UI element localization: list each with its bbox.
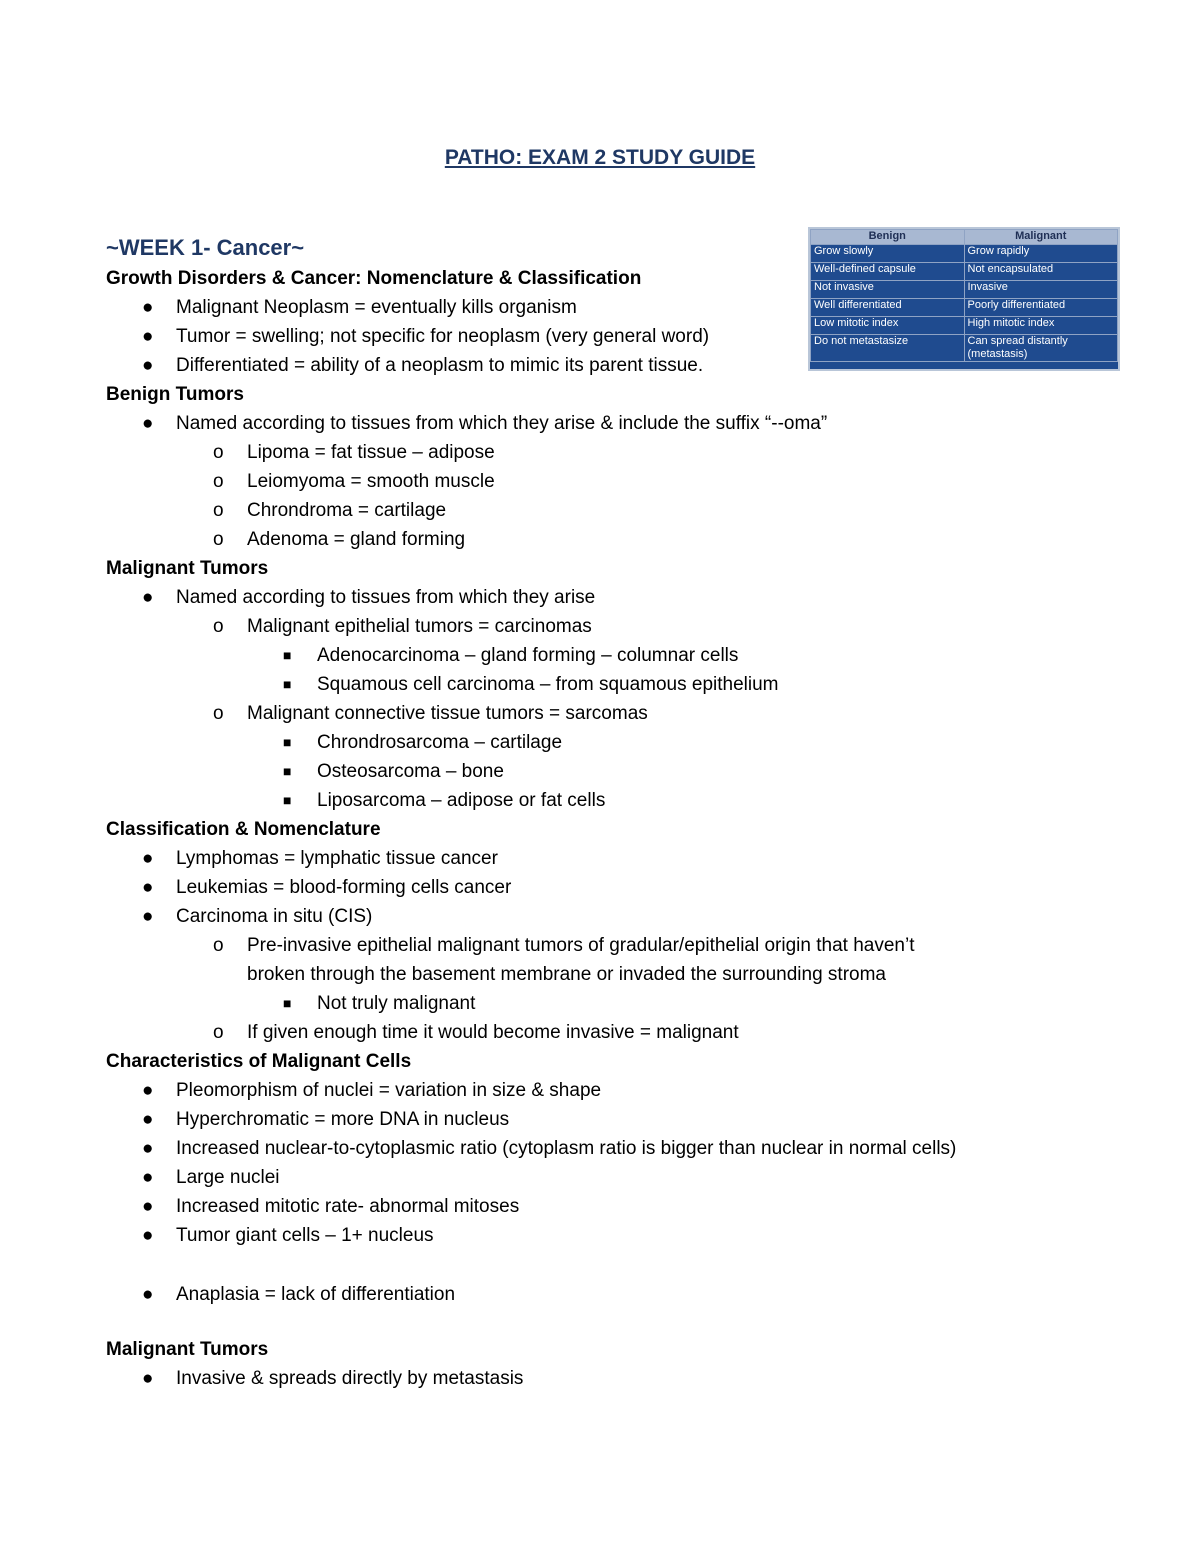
square-bullet-icon: ■	[283, 647, 292, 663]
malignant-list	[106, 583, 1166, 815]
list-item: ● Lymphomas = lymphatic tissue cancer	[106, 844, 1166, 873]
bullet-icon: ●	[142, 413, 154, 434]
characteristics-list	[106, 1076, 1166, 1250]
list-item: o If given enough time it would become invasive = malignant	[106, 1018, 1166, 1047]
list-item: o Leiomyoma = smooth muscle	[106, 467, 1166, 496]
square-bullet-icon: ■	[283, 995, 292, 1011]
list-item: ■ Liposarcoma – adipose or fat cells	[106, 786, 1166, 815]
square-bullet-icon: ■	[283, 792, 292, 808]
list-item: ● Pleomorphism of nuclei = variation in size & shape	[106, 1076, 1166, 1105]
spacer	[106, 1250, 1166, 1280]
section-heading-growth: Growth Disorders & Cancer: Nomenclature & Classification	[106, 268, 642, 289]
circle-bullet-icon: o	[213, 471, 224, 492]
bullet-icon: ●	[142, 1196, 154, 1217]
circle-bullet-icon: o	[213, 500, 224, 521]
table-cell: Grow slowly	[811, 245, 965, 263]
table-cell: Do not metastasize	[811, 335, 965, 362]
list-item: o Malignant connective tissue tumors = sarcomas	[106, 699, 1166, 728]
bullet-icon: ●	[142, 1225, 154, 1246]
bullet-icon: ●	[142, 1138, 154, 1159]
section-heading-benign: Benign Tumors	[106, 384, 244, 405]
list-item: o Malignant epithelial tumors = carcinomas	[106, 612, 1166, 641]
bullet-icon: ●	[142, 297, 154, 318]
table-cell: Not encapsulated	[964, 263, 1118, 281]
section-heading-malignant: Malignant Tumors	[106, 558, 269, 579]
list-item: o Lipoma = fat tissue – adipose	[106, 438, 1166, 467]
circle-bullet-icon: o	[213, 616, 224, 637]
list-item: ■ Not truly malignant	[106, 989, 1166, 1018]
section-heading-classification: Classification & Nomenclature	[106, 819, 381, 840]
table-cell: High mitotic index	[964, 317, 1118, 335]
section-heading-characteristics: Characteristics of Malignant Cells	[106, 1051, 412, 1072]
list-item: ● Named according to tissues from which they arise	[106, 583, 1166, 612]
table-cell: Invasive	[964, 281, 1118, 299]
list-item: ■ Osteosarcoma – bone	[106, 757, 1166, 786]
bullet-icon: ●	[142, 877, 154, 898]
bullet-icon: ●	[142, 848, 154, 869]
list-item: ● Invasive & spreads directly by metastasis	[106, 1364, 1166, 1393]
table-cell: Low mitotic index	[811, 317, 965, 335]
circle-bullet-icon: o	[213, 442, 224, 463]
list-item: o Chrondroma = cartilage	[106, 496, 1166, 525]
list-item: ● Anaplasia = lack of differentiation	[106, 1280, 1166, 1309]
page-title: PATHO: EXAM 2 STUDY GUIDE	[444, 146, 756, 169]
list-item: ● Large nuclei	[106, 1163, 1166, 1192]
square-bullet-icon: ■	[283, 763, 292, 779]
bullet-icon: ●	[142, 1167, 154, 1188]
circle-bullet-icon: o	[213, 935, 224, 956]
list-item: ● Malignant Neoplasm = eventually kills organism	[106, 293, 1166, 322]
growth-list	[106, 293, 1166, 380]
anaplasia-list	[106, 1280, 1166, 1309]
table-cell: Can spread distantly (metastasis)	[964, 335, 1118, 362]
list-item: ● Carcinoma in situ (CIS)	[106, 902, 1166, 931]
week-heading: ~WEEK 1- Cancer~	[106, 235, 305, 260]
bullet-icon: ●	[142, 906, 154, 927]
list-item: ■ Squamous cell carcinoma – from squamous epithelium	[106, 670, 1166, 699]
list-item: ● Increased mitotic rate- abnormal mitoses	[106, 1192, 1166, 1221]
list-item: ● Differentiated = ability of a neoplasm to mimic its parent tissue.	[106, 351, 1166, 380]
benign-list	[106, 409, 1166, 554]
list-item: ● Increased nuclear-to-cytoplasmic ratio (cytoplasm ratio is bigger than nuclear in normal cells)	[106, 1134, 1166, 1163]
bullet-icon: ●	[142, 326, 154, 347]
document-body	[106, 232, 1166, 1393]
list-item: ■ Chrondrosarcoma – cartilage	[106, 728, 1166, 757]
list-item: o Pre-invasive epithelial malignant tumors of gradular/epithelial origin that haven’t	[106, 931, 1166, 960]
square-bullet-icon: ■	[283, 676, 292, 692]
square-bullet-icon: ■	[283, 734, 292, 750]
circle-bullet-icon: o	[213, 703, 224, 724]
bullet-icon: ●	[142, 1109, 154, 1130]
table-cell: Not invasive	[811, 281, 965, 299]
bullet-icon: ●	[142, 1284, 154, 1305]
classification-list	[106, 844, 1166, 1047]
list-item: o Adenoma = gland forming	[106, 525, 1166, 554]
table-cell: Grow rapidly	[964, 245, 1118, 263]
list-item: ● Tumor giant cells – 1+ nucleus	[106, 1221, 1166, 1250]
bullet-icon: ●	[142, 1368, 154, 1389]
malignant-2-list	[106, 1364, 1166, 1393]
list-item: ● Hyperchromatic = more DNA in nucleus	[106, 1105, 1166, 1134]
list-item: ■ Adenocarcinoma – gland forming – columnar cells	[106, 641, 1166, 670]
table-cell: Poorly differentiated	[964, 299, 1118, 317]
circle-bullet-icon: o	[213, 529, 224, 550]
table-cell: Well differentiated	[811, 299, 965, 317]
list-item: ● Named according to tissues from which they arise & include the suffix “--oma”	[106, 409, 1166, 438]
bullet-icon: ●	[142, 355, 154, 376]
table-header: Malignant	[964, 230, 1118, 245]
circle-bullet-icon: o	[213, 1022, 224, 1043]
section-heading-malignant-2: Malignant Tumors	[106, 1339, 269, 1360]
bullet-icon: ●	[142, 1080, 154, 1101]
table-header: Benign	[811, 230, 965, 245]
list-item-continuation: broken through the basement membrane or invaded the surrounding stroma	[247, 964, 886, 985]
list-item: ● Leukemias = blood-forming cells cancer	[106, 873, 1166, 902]
table-cell: Well-defined capsule	[811, 263, 965, 281]
bullet-icon: ●	[142, 587, 154, 608]
list-item: ● Tumor = swelling; not specific for neoplasm (very general word)	[106, 322, 1166, 351]
